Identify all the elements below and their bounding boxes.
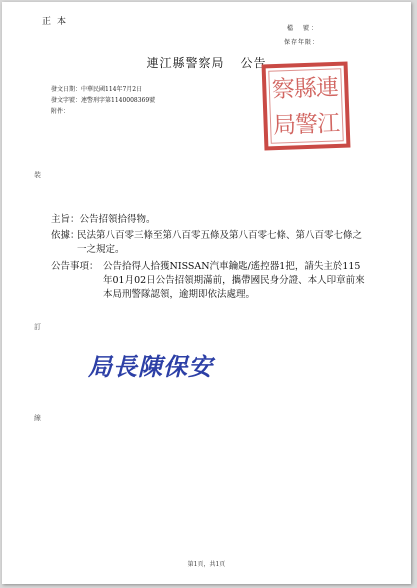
agency-name: 連江縣警察局	[146, 56, 225, 70]
binding-mark-1: 裝	[34, 171, 41, 179]
original-mark: 正本	[42, 17, 73, 27]
seal-char: 察	[271, 76, 296, 104]
seal-char: 江	[316, 110, 341, 138]
notice-label: 公告事項：	[51, 261, 99, 272]
basis-text: 民法第八百零三條至第八百零五條及第八百零七條、第八百零七條之一之規定。	[77, 230, 363, 255]
notice-text: 公告拾得人拾獲NISSAN汽車鑰匙/遙控器1把，請失主於115年01月02日公告招領期滿前，攜帶國民身分證、本人印章前來本局刑警隊認領，逾期即依法處理。	[103, 261, 365, 300]
director-signature: 局長陳保安	[88, 352, 213, 381]
binding-mark-3: 線	[34, 414, 41, 422]
issue-number: 發文字號：連警刑字第1140008369號	[51, 97, 156, 104]
official-seal	[260, 60, 351, 151]
document-page	[2, 2, 411, 584]
page-footer: 第1頁，共1頁	[187, 561, 226, 568]
seal-char: 連	[315, 74, 340, 102]
attachment-label: 附件：	[51, 108, 70, 115]
seal-char: 警	[294, 111, 319, 139]
basis-label: 依據：	[51, 230, 80, 241]
document-title	[2, 54, 411, 71]
retention-label: 保存年限：	[283, 39, 319, 46]
file-number-label: 檔 號：	[286, 25, 319, 32]
document-type: 公告	[240, 56, 267, 70]
issue-date: 發文日期：中華民國114年7月2日	[51, 86, 143, 93]
seal-char: 縣	[293, 75, 318, 103]
binding-mark-2: 訂	[34, 323, 41, 331]
subject-line: 主旨：公告招領拾得物。	[51, 214, 156, 225]
seal-char: 局	[272, 112, 297, 140]
